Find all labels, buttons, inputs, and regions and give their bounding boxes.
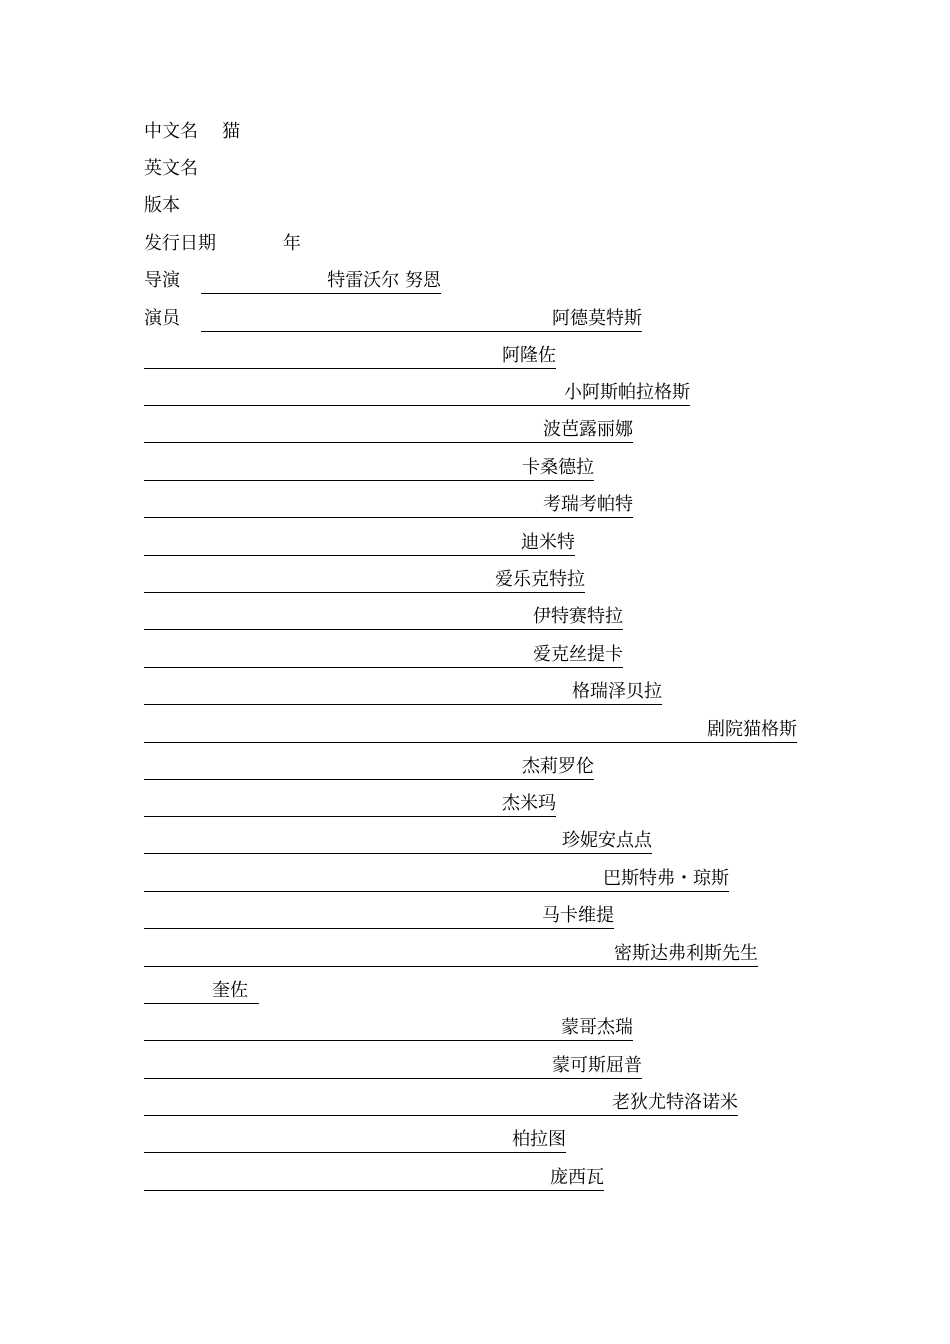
- release-date-year-unit: 年: [283, 233, 301, 254]
- cast-member: 巴斯特弗・琼斯: [144, 866, 729, 892]
- cast-member: 柏拉图: [144, 1127, 566, 1153]
- cast-member: 考瑞考帕特: [144, 492, 633, 518]
- chinese-name-value: 猫: [222, 121, 240, 142]
- director-name: 特雷沃尔 努恩: [201, 268, 441, 294]
- cast-member: 密斯达弗利斯先生: [144, 941, 758, 967]
- cast-member: 马卡维提: [144, 903, 614, 929]
- cast-label: 演员: [144, 308, 180, 329]
- cast-member: 庞西瓦: [144, 1165, 604, 1191]
- cast-member: 卡桑德拉: [144, 455, 594, 481]
- cast-member: 波芭露丽娜: [144, 417, 633, 443]
- cast-member: 爱乐克特拉: [144, 567, 585, 593]
- version-label: 版本: [144, 195, 180, 216]
- cast-member: 蒙哥杰瑞: [144, 1015, 633, 1041]
- cast-member: 爱克丝提卡: [144, 642, 623, 668]
- cast-member: 老狄尤特洛诺米: [144, 1090, 738, 1116]
- cast-member: 格瑞泽贝拉: [144, 679, 662, 705]
- cast-member: 迪米特: [144, 530, 575, 556]
- cast-member: 蒙可斯屈普: [144, 1053, 642, 1079]
- cast-member: 杰莉罗伦: [144, 754, 594, 780]
- cast-member: 阿隆佐: [144, 343, 556, 369]
- cast-member: 奎佐: [144, 978, 259, 1004]
- chinese-name-label: 中文名: [144, 121, 198, 142]
- cast-member: 剧院猫格斯: [144, 717, 797, 743]
- cast-member: 杰米玛: [144, 791, 556, 817]
- cast-member: 珍妮安点点: [144, 828, 652, 854]
- cast-member: 阿德莫特斯: [201, 306, 642, 332]
- cast-member: 伊特赛特拉: [144, 604, 623, 630]
- director-label: 导演: [144, 270, 180, 291]
- release-date-label: 发行日期: [144, 233, 216, 254]
- cast-member: 小阿斯帕拉格斯: [144, 380, 690, 406]
- english-name-label: 英文名: [144, 158, 198, 179]
